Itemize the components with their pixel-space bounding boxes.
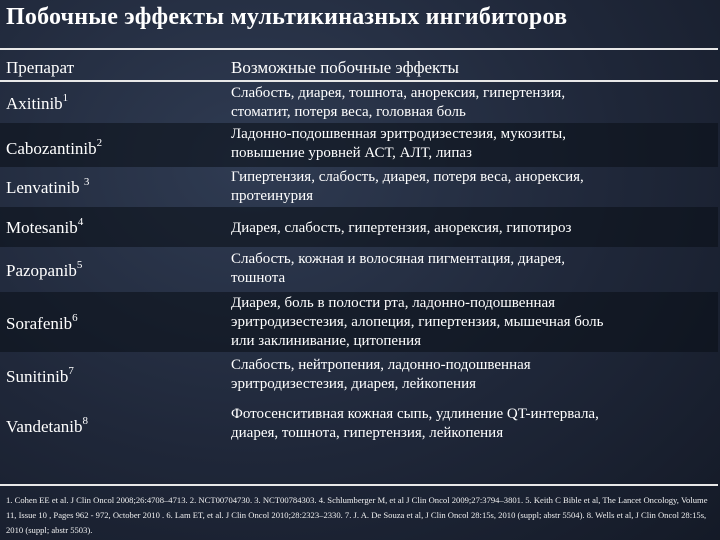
- effects-text: Ладонно-подошвенная эритродизестезия, мукозиты, повышение уровней АСТ, АЛТ, липаз: [231, 126, 566, 161]
- drug-name: Motesanib$^4$: [6, 216, 84, 237]
- drug-name: Cabozantinib$^2$: [6, 137, 103, 158]
- drug-name: Pazopanib$^5$: [6, 259, 83, 280]
- drug-name: Sorafenib$^6$: [6, 312, 78, 333]
- slide-title: Побочные эффекты мультикиназных ингибиторов: [6, 4, 568, 30]
- references-text: 1. Cohen EE et al. J Clin Oncol 2008;26:4708–4713. 2. NCT00704730. 3. NCT00784303. 4. Schlumberger M, et al J Clin Oncol 2009;27:3794–3801. 5. Keith C Bible et al, The Lancet Oncology, Volume 11, Issue 10 , Pages 962 - 972, October 2010 . 6. Lam ET, et al. J Clin Oncol 2010;28:2323–2330. 7. J. A. De Souza et al, J Clin Oncol 28:15s, 2010 (suppl; abstr 5504). 8. Wells et al, J Clin Oncol 28:15s, 2010 (suppl; abstr 5503).: [6, 495, 708, 535]
- drug-name: Sunitinib$^7$: [6, 365, 74, 386]
- references-box: [0, 484, 718, 540]
- effects-text: Диарея, боль в полости рта, ладонно-подошвенная эритродизестезия, алопеция, гипертензия, мышечная боль или заклинивание, цитопения: [231, 295, 604, 349]
- drug-name: Vandetanib$^8$: [6, 415, 88, 436]
- effects-text: Диарея, слабость, гипертензия, анорексия, гипотироз: [231, 220, 572, 236]
- header-drug: Препарат: [6, 58, 74, 77]
- drug-name: Lenvatinib $^3$: [6, 176, 90, 197]
- table-header: [0, 48, 718, 82]
- effects-text: Слабость, диарея, тошнота, анорексия, гипертензия, стоматит, потеря веса, головная боль: [231, 85, 566, 120]
- effects-text: Гипертензия, слабость, диарея, потеря веса, анорексия, протеинурия: [231, 169, 584, 204]
- effects-text: Слабость, нейтропения, ладонно-подошвенная эритродизестезия, диарея, лейкопения: [231, 357, 531, 392]
- effects-text: Слабость, кожная и волосяная пигментация, диарея, тошнота: [231, 251, 566, 286]
- header-effects: Возможные побочные эффекты: [231, 58, 459, 77]
- effects-text: Фотосенситивная кожная сыпь, удлинение QT-интервала, диарея, тошнота, гипертензия, лейкопения: [231, 406, 599, 441]
- drug-name: Axitinib$^1$: [6, 92, 69, 113]
